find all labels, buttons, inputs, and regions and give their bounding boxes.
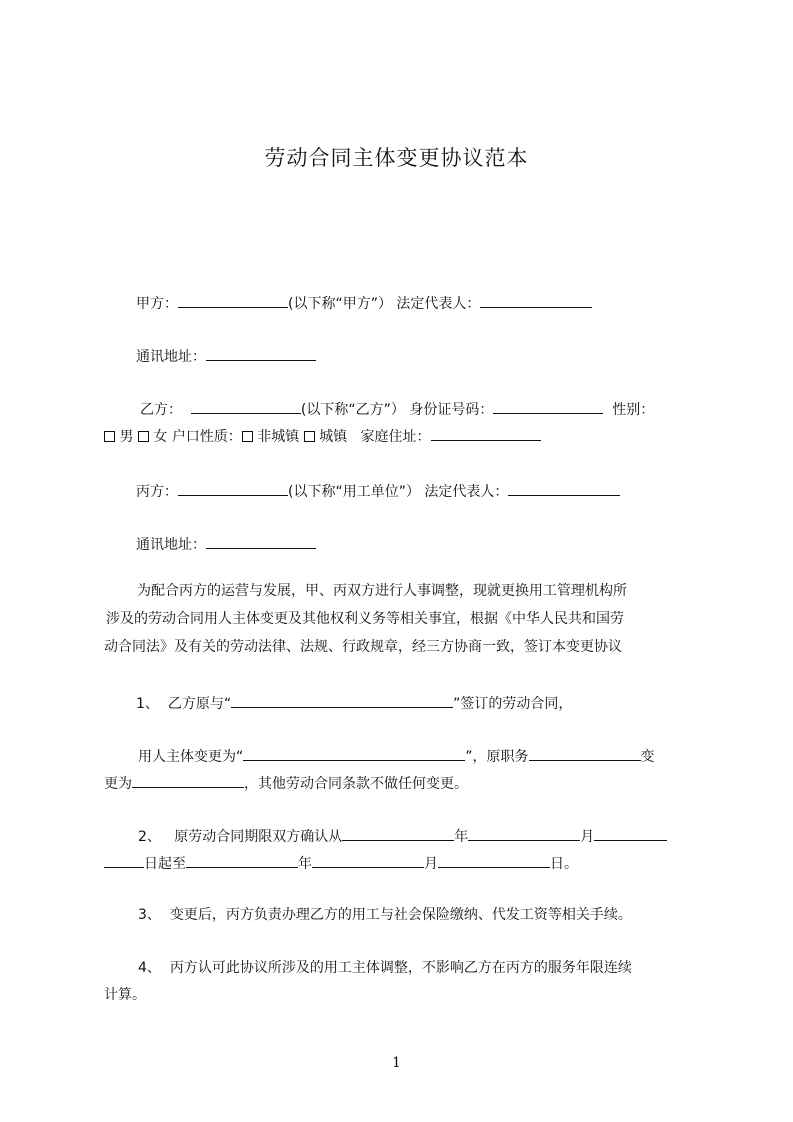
clause-2-month-2: 月 — [424, 856, 438, 872]
clause-1-l2-end: 变 — [640, 749, 655, 765]
new-position-blank[interactable] — [132, 773, 244, 788]
clause-4-line-1 — [138, 959, 632, 977]
party-b-label: 乙方： — [140, 402, 182, 418]
start-day-blank-b[interactable] — [104, 853, 144, 868]
clause-3-number: 3、 — [138, 907, 161, 923]
start-year-blank[interactable] — [342, 826, 454, 841]
clause-2-day-end: 日。 — [550, 856, 578, 872]
clause-2-year-1: 年 — [454, 829, 469, 845]
party-a-alias: (以下称“甲方”） — [288, 296, 392, 312]
party-b-line — [140, 399, 654, 419]
urban-checkbox[interactable] — [304, 431, 315, 442]
party-c-address-label: 通讯地址： — [136, 537, 206, 553]
end-month-blank[interactable] — [312, 853, 424, 868]
party-c-address-blank[interactable] — [206, 534, 316, 549]
clause-1-l3-pre: 更为 — [104, 776, 132, 792]
end-day-blank[interactable] — [438, 853, 550, 868]
party-c-label: 丙方： — [136, 484, 178, 500]
start-month-blank[interactable] — [468, 826, 580, 841]
female-checkbox[interactable] — [138, 431, 149, 442]
party-c-alias: (以下称“用工单位”） — [288, 484, 420, 500]
party-b-id-label: 身份证号码： — [409, 402, 494, 418]
party-a-address-blank[interactable] — [206, 346, 316, 361]
clause-2-pre: 原劳动合同期限双方确认从 — [174, 829, 343, 845]
party-b-name-blank[interactable] — [191, 399, 301, 414]
male-checkbox[interactable] — [104, 431, 115, 442]
party-c-rep-label: 法定代表人： — [424, 484, 509, 500]
clause-1-l2-pre: 用人主体变更为“ — [138, 749, 244, 765]
clause-1-number: 1、 — [136, 696, 159, 712]
preamble-line-3: 动合同法》及有关的劳动法律、法规、行政规章，经三方协商一致，签订本变更协议 — [104, 639, 622, 655]
clause-3-text: 变更后，丙方负责办理乙方的用工与社会保险缴纳、代发工资等相关手续。 — [169, 907, 632, 923]
preamble-line-1: 为配合丙方的运营与发展，甲、丙双方进行人事调整，现就更换用工管理机构所 — [137, 583, 627, 599]
clause-2-day-from: 日起至 — [144, 856, 186, 872]
clause-1-l2-mid: ”，原职务 — [465, 749, 529, 765]
female-label: 女 — [153, 429, 168, 445]
party-a-address-line — [136, 346, 316, 366]
clause-1-line-3 — [104, 773, 468, 793]
party-b-alias: (以下称“乙方”） — [300, 402, 405, 418]
new-employer-blank[interactable] — [243, 746, 465, 761]
party-c-rep-blank[interactable] — [508, 481, 620, 496]
party-c-address-line — [136, 534, 316, 554]
clause-4-number: 4、 — [138, 960, 161, 976]
non-urban-label: 非城镇 — [257, 429, 300, 445]
clause-2-line-1 — [138, 826, 667, 846]
clause-1-pre: 乙方原与“ — [167, 696, 232, 712]
original-position-blank[interactable] — [529, 746, 641, 761]
clause-2-number: 2、 — [138, 829, 161, 845]
party-b-gender-label: 性别： — [612, 402, 655, 418]
clause-1-line-2 — [138, 746, 655, 766]
party-a-label: 甲方： — [136, 296, 178, 312]
home-address-blank[interactable] — [431, 426, 541, 441]
preamble-line-2: 涉及的劳动合同用人主体变更及其他权利义务等相关事宜，根据《中华人民共和国劳 — [106, 611, 624, 627]
non-urban-checkbox[interactable] — [242, 431, 253, 442]
document-title: 劳动合同主体变更协议范本 — [264, 146, 529, 170]
home-address-label: 家庭住址： — [360, 429, 431, 445]
page-number: 1 — [392, 1055, 401, 1071]
clause-2-month-1: 月 — [580, 829, 595, 845]
original-employer-blank[interactable] — [231, 693, 453, 708]
party-a-rep-label: 法定代表人： — [396, 296, 481, 312]
clause-1-l3-post: ，其他劳动合同条款不做任何变更。 — [244, 776, 468, 792]
party-a-address-label: 通讯地址： — [136, 349, 206, 365]
party-c-name-blank[interactable] — [178, 481, 288, 496]
party-c-line — [136, 481, 620, 501]
male-label: 男 — [119, 429, 134, 445]
clause-2-year-2: 年 — [298, 856, 312, 872]
clause-3-line — [138, 906, 632, 924]
party-a-name-blank[interactable] — [178, 293, 288, 308]
party-a-line — [136, 293, 592, 313]
clause-4-line-2: 计算。 — [104, 987, 146, 1003]
end-year-blank[interactable] — [186, 853, 298, 868]
clause-4-text-1: 丙方认可此协议所涉及的用工主体调整，不影响乙方在丙方的服务年限连续 — [169, 960, 632, 976]
party-b-id-blank[interactable] — [493, 399, 603, 414]
clause-1-post: ”签订的劳动合同， — [453, 696, 573, 712]
clause-2-line-2 — [104, 853, 578, 873]
hukou-label: 户口性质： — [171, 429, 242, 445]
clause-1-line-1 — [136, 693, 572, 713]
start-day-blank-a[interactable] — [594, 826, 667, 841]
urban-label: 城镇 — [319, 429, 348, 445]
party-b-line-2 — [104, 426, 541, 446]
party-a-rep-blank[interactable] — [480, 293, 592, 308]
